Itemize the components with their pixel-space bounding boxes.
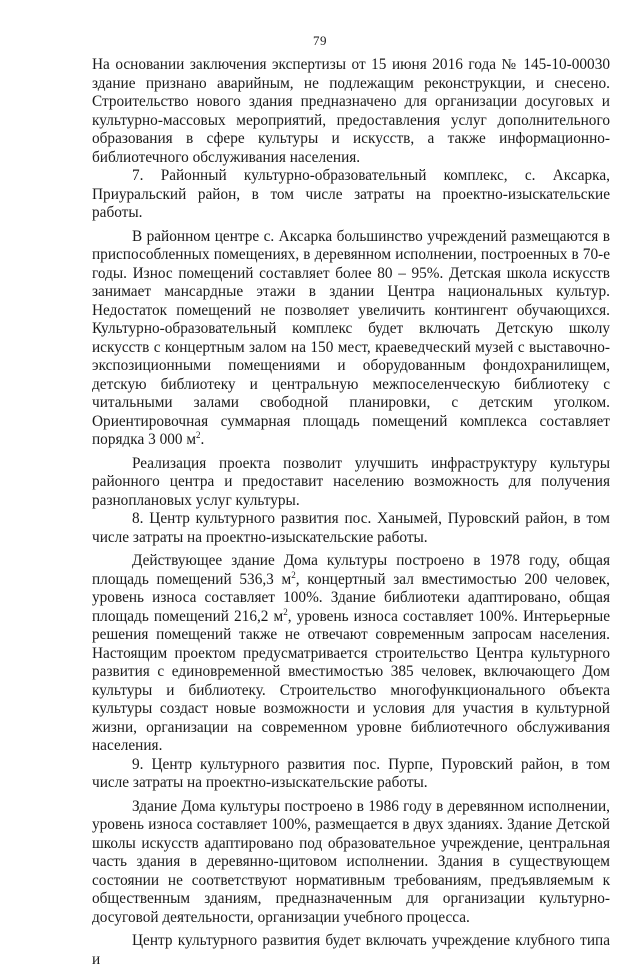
- paragraph: 8. Центр культурного развития пос. Ханымей, Пуровский район, в том числе затраты на проектно-изыскательские работы.: [92, 510, 610, 546]
- paragraph: В районном центре с. Аксарка большинство учреждений размещаются в приспособленных помещениях, в деревянном исполнении, построенных в 70-е годы. Износ помещений составляет более 80 – 95%. Детская школа искусств занимает мансардные этажи в здании Центра национальных культур. Недостаток помещений не позволяет увеличить контингент обучающихся. Культурно-образовательный комплекс будет включать Детскую школу искусств с концертным залом на 150 мест, краеведческий музей с выставочно-экспозиционными помещениями и оборудованным фондохранилищем, детскую библиотеку и центральную межпоселенческую библиотеку с читальными залами свободной планировки, с детским уголком. Ориентировочная суммарная площадь помещений комплекса составляет порядка 3 000 $м^2$.: [92, 227, 610, 448]
- paragraph: Действующее здание Дома культуры построено в 1978 году, общая площадь помещений 536,3 $м^2$, концертный зал вместимостью 200 человек, уровень износа составляет 100%. Здание библиотеки адаптировано, общая площадь помещений 216,2 $м^2$, уровень износа составляет 100%. Интерьерные решения помещений также не отвечают современным запросам населения. Настоящим проектом предусматривается строительство Центра культурного развития с единовременной вместимостью 385 человек, включающего Дом культуры и библиотеку. Строительство многофункционального объекта культуры создаст новые возможности и условия для участия в культурной жизни, организации на современном уровне библиотечного обслуживания населения.: [92, 552, 611, 754]
- paragraph: Реализация проекта позволит улучшить инфраструктуру культуры районного центра и предоставит населению возможность для получения разноплановых услуг культуры.: [92, 454, 610, 509]
- paragraph: На основании заключения экспертизы от 15 июня 2016 года № 145-10-00030 здание признано аварийным, не подлежащим реконструкции, и снесено. Строительство нового здания предназначено для организации досуговых и культурно-массовых мероприятий, предоставления услуг дополнительного образования в сфере культуры и искусств, а также информационно-библиотечного обслуживания населения.: [92, 56, 610, 166]
- paragraph: 7. Районный культурно-образовательный комплекс, с. Аксарка, Приуральский район, в том числе затраты на проектно-изыскательские работы.: [92, 167, 610, 221]
- paragraph: Центр культурного развития будет включать учреждение клубного типа и: [92, 932, 610, 968]
- page-number: 79: [313, 33, 327, 48]
- document-body: [92, 56, 610, 969]
- paragraph: 9. Центр культурного развития пос. Пурпе, Пуровский район, в том числе затраты на проектно-изыскательские работы.: [92, 755, 610, 791]
- paragraph: Здание Дома культуры построено в 1986 году в деревянном исполнении, уровень износа составляет 100%, размещается в двух зданиях. Здание Детской школы искусств адаптировано под образовательное учреждение, центральная часть здания в деревянно-щитовом исполнении. Здания в существующем состоянии не соответствуют нормативным требованиям, предъявляемым к общественным зданиям, предназначенным для организации культурно-досуговой деятельности, организации учебного процесса.: [92, 797, 610, 926]
